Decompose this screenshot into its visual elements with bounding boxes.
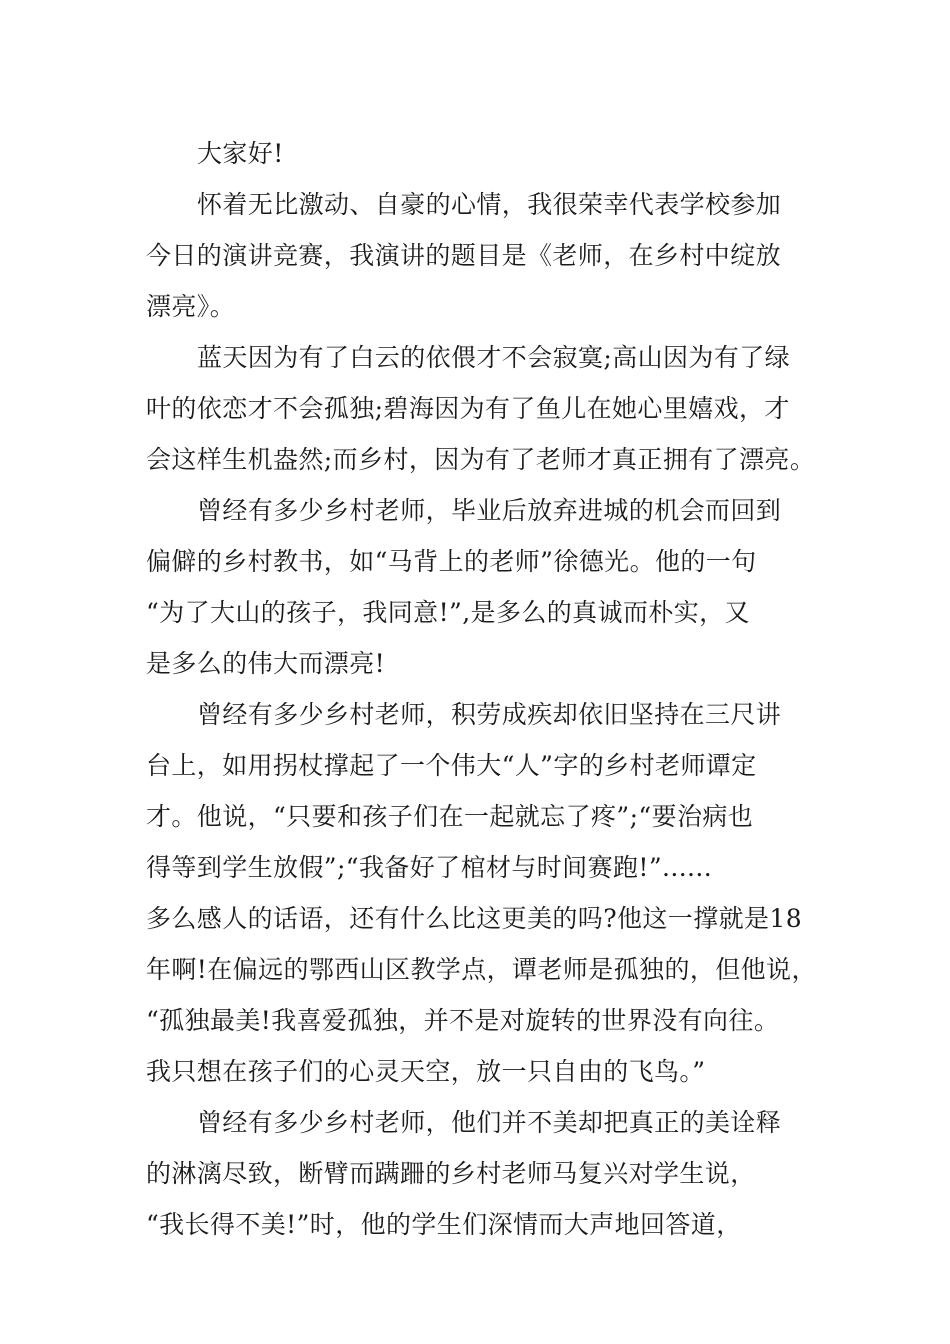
text-line: 曾经有多少乡村老师，他们并不美却把真正的美诠释 xyxy=(197,1108,782,1137)
text-line: 多么感人的话语，还有什么比这更美的吗?他这一撑就是18 xyxy=(146,904,803,933)
text-line: “我长得不美!”时，他的学生们深情而大声地回答道， xyxy=(146,1210,742,1239)
text-line: 叶的依恋才不会孤独;碧海因为有了鱼儿在她心里嬉戏，才 xyxy=(146,394,790,423)
text-line: 曾经有多少乡村老师，毕业后放弃进城的机会而回到 xyxy=(197,496,782,525)
text-line: 蓝天因为有了白云的依偎才不会寂寞;高山因为有了绿 xyxy=(197,343,791,372)
text-line: 我只想在孩子们的心灵天空，放一只自由的飞鸟。” xyxy=(146,1057,706,1086)
text-line: 曾经有多少乡村老师，积劳成疾却依旧坚持在三尺讲 xyxy=(197,700,782,729)
speech-text xyxy=(146,128,826,1250)
text-line-greeting: 大家好! xyxy=(197,139,284,168)
text-line: 的淋漓尽致，断臂而蹒跚的乡村老师马复兴对学生说， xyxy=(146,1159,756,1188)
text-line: 年啊!在偏远的鄂西山区教学点，谭老师是孤独的，但他说， xyxy=(146,955,817,984)
text-line: 会这样生机盎然;而乡村，因为有了老师才真正拥有了漂亮。 xyxy=(146,445,816,474)
text-line: 偏僻的乡村教书，如“马背上的老师”徐德光。他的一句 xyxy=(146,547,757,576)
text-line: 台上，如用拐杖撑起了一个伟大“人”字的乡村老师谭定 xyxy=(146,751,757,780)
text-line: 今日的演讲竞赛，我演讲的题目是《老师，在乡村中绽放 xyxy=(146,241,782,270)
text-line: 怀着无比激动、自豪的心情，我很荣幸代表学校参加 xyxy=(197,190,782,219)
text-line: 才。他说，“只要和孩子们在一起就忘了疼”;“要治病也 xyxy=(146,802,754,831)
text-line: “为了大山的孩子，我同意!”,是多么的真诚而朴实，又 xyxy=(146,598,750,627)
text-line: 得等到学生放假”;“我备好了棺材与时间赛跑!”...... xyxy=(146,853,713,882)
text-line: “孤独最美!我喜爱孤独，并不是对旋转的世界没有向往。 xyxy=(146,1006,780,1035)
text-line: 是多么的伟大而漂亮! xyxy=(146,649,386,678)
text-line: 漂亮》。 xyxy=(146,292,236,321)
